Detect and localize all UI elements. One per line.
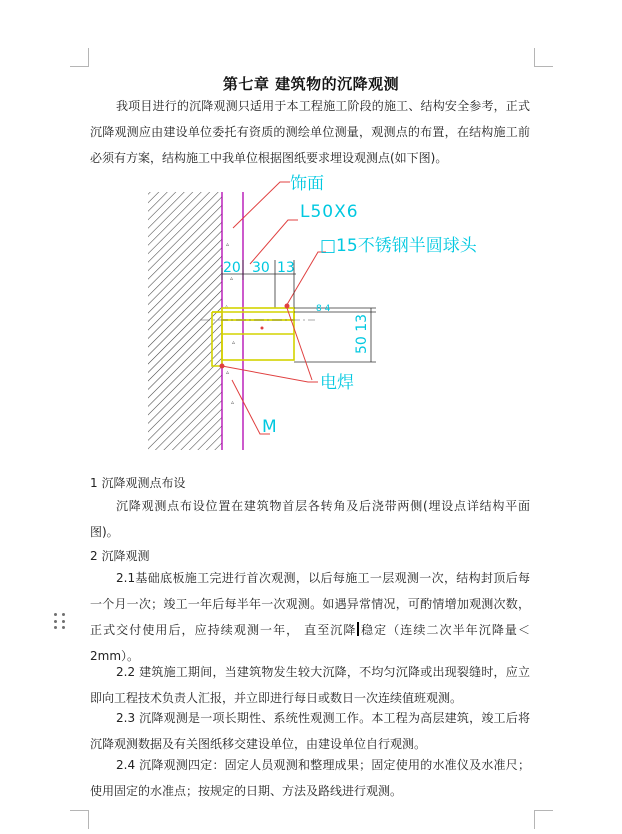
dim-label-30: 30 xyxy=(252,260,270,276)
leader-weld-1 xyxy=(287,308,312,380)
crop-mark-bottom-right xyxy=(534,810,553,829)
paragraph-drag-handle[interactable] xyxy=(54,613,66,631)
label-m: M xyxy=(262,417,277,437)
ball-center xyxy=(261,327,264,330)
crop-mark-bottom-left xyxy=(70,810,89,829)
svg-text:▵: ▵ xyxy=(226,369,230,376)
section-2-paragraph-3: 2.3 沉降观测是一项长期性、系统性观测工作。本工程为高层建筑，竣工后将沉降观测数据及有关图纸移交建设单位，由建设单位自行观测。 xyxy=(90,711,530,751)
section-1-heading: 1 沉降观测点布设 xyxy=(90,476,186,490)
angle-steel xyxy=(212,308,294,366)
intro-paragraph: 我项目进行的沉降观测只适用于本工程施工阶段的施工、结构安全参考，正式沉降观测应由建设单位委托有资质的测绘单位测量，观测点的布置，在结构施工前必须有方案，结构施工中我单位根据图纸要求埋设观测点(如下图)。 xyxy=(90,99,530,165)
svg-text:▵: ▵ xyxy=(225,303,229,310)
dim-label-13: 13 xyxy=(277,260,295,276)
dim-label-20: 20 xyxy=(223,260,241,276)
text-cursor xyxy=(357,622,359,636)
label-angle: L50X6 xyxy=(300,202,359,222)
section-2-paragraph-1[interactable] xyxy=(90,565,530,669)
paragraph-text-after-cursor: 稳定（连续二次半年沉降量＜2mm）。 xyxy=(90,623,530,663)
label-ball: □15不锈钢半圆球头 xyxy=(320,236,477,256)
dim-label-small: 8 4 xyxy=(316,304,331,314)
concrete-wall xyxy=(148,192,222,450)
svg-text:▵: ▵ xyxy=(226,241,230,248)
leader-angle xyxy=(250,220,298,264)
dim-label-side: 50 13 xyxy=(354,313,370,354)
label-facing: 饰面 xyxy=(290,174,324,194)
section-2-paragraph-4: 2.4 沉降观测四定：固定人员观测和整理成果；固定使用的水准仪及水准尺；使用固定的水准点；按规定的日期、方法及路线进行观测。 xyxy=(90,758,530,798)
settlement-point-diagram xyxy=(140,168,520,458)
leader-weld-2 xyxy=(222,366,318,382)
section-2-heading: 2 沉降观测 xyxy=(90,549,150,563)
page-title: 第七章 建筑物的沉降观测 xyxy=(222,75,400,93)
svg-text:▵: ▵ xyxy=(230,275,234,282)
paragraph-text-before-cursor: 2.1基础底板施工完进行首次观测，以后每施工一层观测一次，结构封顶后每一个月一次；竣工一年后每半年一次观测。如遇异常情况，可酌情增加观测次数，正式交付使用后，应持续观测一年， 直至沉降 xyxy=(90,571,530,637)
label-weld: 电焊 xyxy=(320,373,354,393)
weld-point-top xyxy=(285,304,290,309)
section-1-body: 沉降观测点布设位置在建筑物首层各转角及后浇带两侧(埋设点详结构平面图)。 xyxy=(90,499,530,539)
crop-mark-top-left xyxy=(70,48,89,67)
section-2-paragraph-2: 2.2 建筑施工期间，当建筑物发生较大沉降，不均匀沉降或出现裂缝时，应立即向工程技术负责人汇报，并立即进行每日或数日一次连续值班观测。 xyxy=(90,665,530,705)
svg-text:▵: ▵ xyxy=(232,339,236,346)
crop-mark-top-right xyxy=(534,48,553,67)
leader-facing xyxy=(233,182,290,228)
svg-text:▵: ▵ xyxy=(231,399,235,406)
